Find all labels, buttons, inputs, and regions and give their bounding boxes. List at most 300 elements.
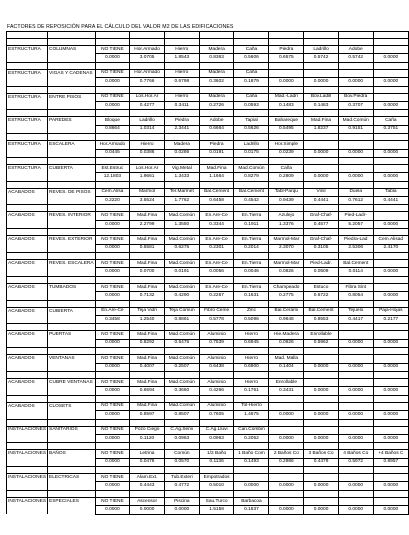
option-label-cell: En.Tierra	[234, 283, 269, 291]
spacer-cell	[48, 371, 96, 378]
spacer-cell	[338, 32, 373, 39]
factor-value-cell: 0.0000	[338, 387, 373, 395]
spacer-cell	[269, 134, 304, 141]
option-label-cell: Cem.Alisad	[373, 236, 408, 244]
spacer-cell	[130, 110, 165, 117]
value-row	[7, 149, 409, 157]
spacer-cell	[234, 181, 269, 188]
spacer-cell	[7, 205, 48, 212]
subcategory-cell: VENTANAS	[48, 355, 96, 363]
factor-value-cell: 1.4675	[234, 411, 269, 419]
spacer-cell	[130, 39, 165, 46]
factor-value-cell: 0.8279	[234, 173, 269, 181]
spacer-cell	[338, 276, 373, 283]
spacer-cell	[7, 348, 48, 355]
factor-value-cell: 0.0000	[338, 434, 373, 442]
option-label-cell: Bal.Cement	[234, 188, 269, 196]
empty-cell	[7, 125, 48, 133]
option-label-cell	[304, 355, 339, 363]
option-label-cell: Pozo Ciego	[130, 426, 165, 434]
factor-value-cell: 1.5158	[199, 506, 234, 514]
factor-value-cell: 0.0000	[373, 101, 408, 109]
factor-value-cell: 0.0114	[338, 268, 373, 276]
option-label-cell: Ladrillo	[304, 46, 339, 54]
empty-cell	[48, 125, 96, 133]
spacer-cell	[338, 86, 373, 93]
factor-value-cell: 0.8553	[304, 315, 339, 323]
value-row	[7, 292, 409, 300]
spacer-cell	[234, 39, 269, 46]
spacer-cell	[234, 229, 269, 236]
spacer-row	[7, 86, 409, 93]
spacer-cell	[373, 157, 408, 164]
spacer-cell	[48, 490, 96, 497]
factor-value-cell: 0.2177	[373, 315, 408, 323]
category-cell: ESTRUCTURA	[7, 46, 48, 54]
factor-value-cell: 0.0626	[269, 339, 304, 347]
spacer-cell	[199, 253, 234, 260]
option-label-cell: Barbacoa	[234, 497, 269, 505]
factor-value-cell: 0.1404	[269, 363, 304, 371]
spacer-cell	[338, 134, 373, 141]
label-row	[7, 378, 409, 386]
spacer-cell	[304, 229, 339, 236]
factor-value-cell: 0.5010	[199, 482, 234, 490]
option-label-cell: Mad.Común	[164, 260, 199, 268]
factor-value-cell: 0.1120	[130, 434, 165, 442]
spacer-cell	[7, 62, 48, 69]
category-cell: ACABADOS	[7, 402, 48, 410]
option-label-cell: NO TIENE	[95, 69, 130, 77]
spacer-cell	[269, 157, 304, 164]
spacer-cell	[304, 324, 339, 331]
factor-value-cell: 0.0000	[373, 387, 408, 395]
factor-value-cell: 0.3660	[164, 387, 199, 395]
option-label-cell: Hie.Madera	[269, 331, 304, 339]
spacer-cell	[199, 490, 234, 497]
spacer-cell	[338, 62, 373, 69]
spacer-cell	[130, 253, 165, 260]
option-label-cell: Madera	[164, 141, 199, 149]
factor-value-cell: 0.7612	[338, 197, 373, 205]
empty-cell	[48, 220, 96, 228]
empty-cell	[7, 434, 48, 442]
factor-value-cell: 1.7762	[164, 197, 199, 205]
factor-value-cell: 2.4170	[373, 244, 408, 252]
category-cell: ESTRUCTURA	[7, 69, 48, 77]
spacer-cell	[164, 371, 199, 378]
category-cell: ESTRUCTURA	[7, 164, 48, 172]
empty-cell	[48, 315, 96, 323]
spacer-cell	[95, 276, 130, 283]
spacer-cell	[269, 62, 304, 69]
empty-cell	[7, 268, 48, 276]
subcategory-cell: CUBRE VENTANAS	[48, 378, 96, 386]
spacer-cell	[199, 110, 234, 117]
factor-value-cell: 0.0000	[373, 220, 408, 228]
spacer-cell	[199, 157, 234, 164]
option-label-cell: Sau.Turco	[199, 497, 234, 505]
option-label-cell	[304, 402, 339, 410]
factor-value-cell: 0.6594	[130, 387, 165, 395]
option-label-cell: Fibro Ceme	[199, 307, 234, 315]
factor-value-cell: 0.3458	[95, 315, 130, 323]
option-label-cell: Hor.Armado	[130, 69, 165, 77]
factors-table	[6, 31, 409, 515]
factor-value-cell: 0.5606	[234, 54, 269, 62]
factor-value-cell: 0.0000	[95, 54, 130, 62]
spacer-cell	[95, 134, 130, 141]
spacer-cell	[164, 395, 199, 402]
factor-value-cell: 0.0000	[269, 78, 304, 86]
label-row	[7, 117, 409, 125]
category-cell: INSTALACIONES	[8, 427, 47, 433]
option-label-cell	[338, 402, 373, 410]
spacer-cell	[304, 443, 339, 450]
factor-value-cell: 0.0000	[373, 292, 408, 300]
spacer-cell	[234, 86, 269, 93]
factor-value-cell: 0.4479	[304, 458, 339, 466]
spacer-cell	[48, 110, 96, 117]
empty-cell	[7, 173, 48, 181]
label-row	[7, 402, 409, 410]
subcategory-cell: COLUMNAS	[48, 46, 96, 54]
factor-value-cell: 0.3344	[199, 220, 234, 228]
empty-cell	[7, 482, 48, 490]
factor-value-cell: 0.0000	[95, 101, 130, 109]
spacer-cell	[48, 443, 96, 450]
category-cell: ACABADOS	[7, 307, 48, 315]
option-label-cell: NO TIENE	[95, 355, 130, 363]
spacer-cell	[269, 86, 304, 93]
option-label-cell	[269, 426, 304, 434]
spacer-cell	[269, 443, 304, 450]
option-label-cell: Est.Estruc	[95, 164, 130, 172]
option-label-cell: Piedra	[269, 46, 304, 54]
spacer-cell	[95, 371, 130, 378]
factor-value-cell: 0.9439	[269, 197, 304, 205]
spacer-cell	[164, 443, 199, 450]
spacer-cell	[269, 467, 304, 474]
spacer-cell	[234, 276, 269, 283]
empty-cell	[7, 78, 48, 86]
factor-value-cell: 5.2057	[338, 220, 373, 228]
subcategory-cell: BAÑOS	[48, 450, 96, 458]
spacer-cell	[269, 419, 304, 426]
option-label-cell: Mad.-Ladri	[269, 93, 304, 101]
subcategory-cell: PUERTAS	[48, 331, 96, 339]
spacer-cell	[164, 86, 199, 93]
factor-value-cell: 12.1803	[95, 173, 130, 181]
spacer-cell	[269, 32, 304, 39]
label-row	[7, 188, 409, 196]
spacer-cell	[304, 32, 339, 39]
spacer-row	[7, 348, 409, 355]
factor-value-cell: 0.0239	[269, 149, 304, 157]
option-label-cell: En.Are-Ce	[95, 307, 130, 315]
category-cell: ACABADOS	[7, 212, 48, 220]
spacer-cell	[164, 419, 199, 426]
option-label-cell: Graf-Chaf-	[304, 212, 339, 220]
spacer-cell	[304, 490, 339, 497]
factor-value-cell: 0.4443	[130, 482, 165, 490]
spacer-cell	[338, 181, 373, 188]
option-label-cell: NO TIENE	[95, 474, 130, 482]
option-label-cell: Empotrados	[199, 474, 234, 482]
option-label-cell: Mad.Común	[234, 164, 269, 172]
value-row	[7, 125, 409, 133]
factor-value-cell: 0.8861	[164, 315, 199, 323]
factor-value-cell: 0.2986	[269, 458, 304, 466]
factor-value-cell: 0.7766	[130, 78, 165, 86]
spacer-cell	[7, 490, 48, 497]
spacer-cell	[304, 110, 339, 117]
spacer-cell	[338, 229, 373, 236]
empty-cell	[48, 387, 96, 395]
spacer-cell	[338, 467, 373, 474]
factor-value-cell: 0.0000	[373, 54, 408, 62]
spacer-cell	[199, 443, 234, 450]
option-label-cell	[304, 474, 339, 482]
factor-value-cell: 0.4266	[199, 387, 234, 395]
option-label-cell: Fibra Sint	[338, 283, 373, 291]
factor-value-cell: 0.0056	[199, 268, 234, 276]
spacer-cell	[373, 205, 408, 212]
spacer-row	[7, 324, 409, 331]
factor-value-cell: 0.2809	[269, 173, 304, 181]
option-label-cell: Mad.Común	[164, 331, 199, 339]
spacer-cell	[130, 419, 165, 426]
option-label-cell: Tabl-Parqu	[269, 188, 304, 196]
option-label-cell: Mad.Fina	[130, 378, 165, 386]
option-label-cell	[338, 331, 373, 339]
option-label-cell: NO TIENE	[95, 497, 130, 505]
spacer-cell	[338, 253, 373, 260]
option-label-cell	[269, 402, 304, 410]
option-label-cell: NO TIENE	[95, 46, 130, 54]
spacer-cell	[164, 324, 199, 331]
spacer-cell	[338, 419, 373, 426]
spacer-cell	[234, 300, 269, 307]
option-label-cell: NO TIENE	[95, 93, 130, 101]
empty-cell	[7, 197, 48, 205]
factor-value-cell: 0.2220	[95, 197, 130, 205]
factor-value-cell: 0.8664	[95, 125, 130, 133]
spacer-cell	[338, 490, 373, 497]
factor-value-cell: 0.0445	[95, 149, 130, 157]
spacer-cell	[164, 276, 199, 283]
factor-value-cell: 0.0000	[373, 339, 408, 347]
empty-cell	[7, 315, 48, 323]
factor-value-cell: 0.2052	[234, 434, 269, 442]
factor-value-cell: 0.1136	[199, 458, 234, 466]
option-label-cell: Aluminio	[199, 355, 234, 363]
option-label-cell: Caña	[234, 46, 269, 54]
empty-cell	[48, 101, 96, 109]
factor-value-cell: 1.2540	[130, 315, 165, 323]
option-label-cell: Ter.Marmet	[164, 188, 199, 196]
label-row	[7, 212, 409, 220]
subcategory-cell: CUBIERTA	[48, 164, 96, 172]
option-label-cell: 1 Baño Com	[234, 450, 269, 458]
factor-value-cell: 0.8957	[373, 458, 408, 466]
category-cell: INSTALACIONES	[8, 451, 47, 457]
option-label-cell	[373, 402, 408, 410]
spacer-cell	[234, 62, 269, 69]
spacer-cell	[269, 229, 304, 236]
factor-value-cell: 0.0000	[269, 482, 304, 490]
spacer-cell	[373, 300, 408, 307]
option-label-cell: Ladrillo	[130, 117, 165, 125]
factor-value-cell: 0.0000	[373, 506, 408, 514]
spacer-cell	[95, 229, 130, 236]
empty-cell	[7, 363, 48, 371]
option-label-cell: NO TIENE	[95, 426, 130, 434]
factor-value-cell: 0.0000	[304, 387, 339, 395]
spacer-cell	[234, 324, 269, 331]
factor-value-cell: 0.0000	[95, 363, 130, 371]
factor-value-cell: 0.1761	[234, 387, 269, 395]
factor-value-cell: 0.0000	[95, 78, 130, 86]
spacer-row	[7, 134, 409, 141]
spacer-cell	[130, 300, 165, 307]
option-label-cell: Teja Común	[164, 307, 199, 315]
factor-value-cell: 0.0000	[95, 268, 130, 276]
spacer-row	[7, 157, 409, 164]
value-row	[7, 387, 409, 395]
factor-value-cell: 2.3441	[164, 125, 199, 133]
spacer-cell	[95, 253, 130, 260]
factor-value-cell: 0.0000	[373, 411, 408, 419]
option-label-cell: NO TIENE	[95, 378, 130, 386]
option-label-cell	[338, 497, 373, 505]
spacer-cell	[95, 86, 130, 93]
empty-cell	[48, 482, 96, 490]
option-label-cell: Bov.Ladill	[304, 93, 339, 101]
spacer-cell	[373, 39, 408, 46]
option-label-cell	[338, 378, 373, 386]
spacer-cell	[95, 181, 130, 188]
option-label-cell: Hor.Armado	[95, 141, 130, 149]
option-label-cell: 3 Baños Co	[304, 450, 339, 458]
spacer-cell	[164, 110, 199, 117]
factor-value-cell: 1.8237	[304, 125, 339, 133]
factor-value-cell: 0.0386	[130, 149, 165, 157]
spacer-cell	[304, 348, 339, 355]
option-label-cell: Adobe	[338, 46, 373, 54]
option-label-cell: NO TIENE	[95, 283, 130, 291]
empty-cell	[48, 339, 96, 347]
empty-cell	[7, 220, 48, 228]
factor-value-cell: 0.0000	[304, 363, 339, 371]
value-row	[7, 363, 409, 371]
option-label-cell	[373, 141, 408, 149]
spacer-cell	[199, 205, 234, 212]
option-label-cell: Can.Combin	[234, 426, 269, 434]
factor-value-cell: 0.0000	[304, 506, 339, 514]
factor-value-cell: 0.9151	[338, 125, 373, 133]
option-label-cell	[373, 283, 408, 291]
factor-value-cell: 0.0000	[373, 363, 408, 371]
label-row	[7, 164, 409, 172]
spacer-cell	[373, 86, 408, 93]
option-label-cell: Tapial	[234, 117, 269, 125]
factor-value-cell: 2.3070	[269, 244, 304, 252]
option-label-cell: C.Ag.Servi	[164, 426, 199, 434]
option-label-cell: Mad.Fina	[130, 260, 165, 268]
spacer-cell	[164, 39, 199, 46]
spacer-cell	[7, 39, 48, 46]
factor-value-cell: 0.0963	[199, 434, 234, 442]
spacer-cell	[164, 253, 199, 260]
spacer-cell	[48, 229, 96, 236]
label-row	[7, 355, 409, 363]
spacer-cell	[304, 371, 339, 378]
factor-value-cell: 0.5096	[234, 315, 269, 323]
factor-value-cell: 0.0826	[269, 268, 304, 276]
factor-value-cell: 2.5306	[338, 244, 373, 252]
factor-value-cell: 0.3751	[373, 125, 408, 133]
factor-value-cell: 0.0000	[304, 173, 339, 181]
spacer-cell	[164, 348, 199, 355]
spacer-cell	[130, 371, 165, 378]
factor-value-cell: 0.0000	[269, 411, 304, 419]
factor-value-cell: 0.0000	[373, 434, 408, 442]
option-label-cell: +4 Baños C	[373, 450, 408, 458]
spacer-row	[7, 371, 409, 378]
label-row	[7, 46, 409, 54]
table-body	[7, 32, 409, 515]
spacer-cell	[199, 134, 234, 141]
factor-value-cell: 0.5581	[130, 244, 165, 252]
spacer-cell	[304, 395, 339, 402]
option-label-cell	[373, 46, 408, 54]
factor-value-cell: 0.4277	[130, 101, 165, 109]
option-label-cell: Aluminio	[199, 402, 234, 410]
factor-value-cell: 1.3433	[164, 173, 199, 181]
spacer-cell	[373, 134, 408, 141]
spacer-cell	[7, 32, 48, 39]
spacer-cell	[373, 110, 408, 117]
spacer-cell	[48, 467, 96, 474]
option-label-cell: Mad.Común	[164, 402, 199, 410]
spacer-cell	[48, 419, 96, 426]
option-label-cell: NO TIENE	[95, 212, 130, 220]
spacer-cell	[234, 395, 269, 402]
spacer-cell	[373, 371, 408, 378]
spacer-cell	[48, 348, 96, 355]
option-label-cell	[304, 378, 339, 386]
option-label-cell: Aluminio	[199, 331, 234, 339]
spacer-cell	[48, 205, 96, 212]
spacer-cell	[130, 395, 165, 402]
spacer-cell	[338, 300, 373, 307]
spacer-row	[7, 300, 409, 307]
factor-value-cell: 0.1631	[234, 292, 269, 300]
empty-cell	[48, 54, 96, 62]
factor-value-cell: 0.2301	[199, 244, 234, 252]
label-row	[7, 236, 409, 244]
spacer-cell	[164, 205, 199, 212]
spacer-cell	[7, 395, 48, 402]
option-label-cell: Tub.Exteri	[164, 474, 199, 482]
option-label-cell: 1/2 Baño	[199, 450, 234, 458]
factor-value-cell: 0.0000	[338, 149, 373, 157]
spacer-cell	[7, 253, 48, 260]
option-label-cell: Tol-Hierro	[234, 402, 269, 410]
spacer-cell	[48, 181, 96, 188]
factor-value-cell: 0.5742	[338, 54, 373, 62]
